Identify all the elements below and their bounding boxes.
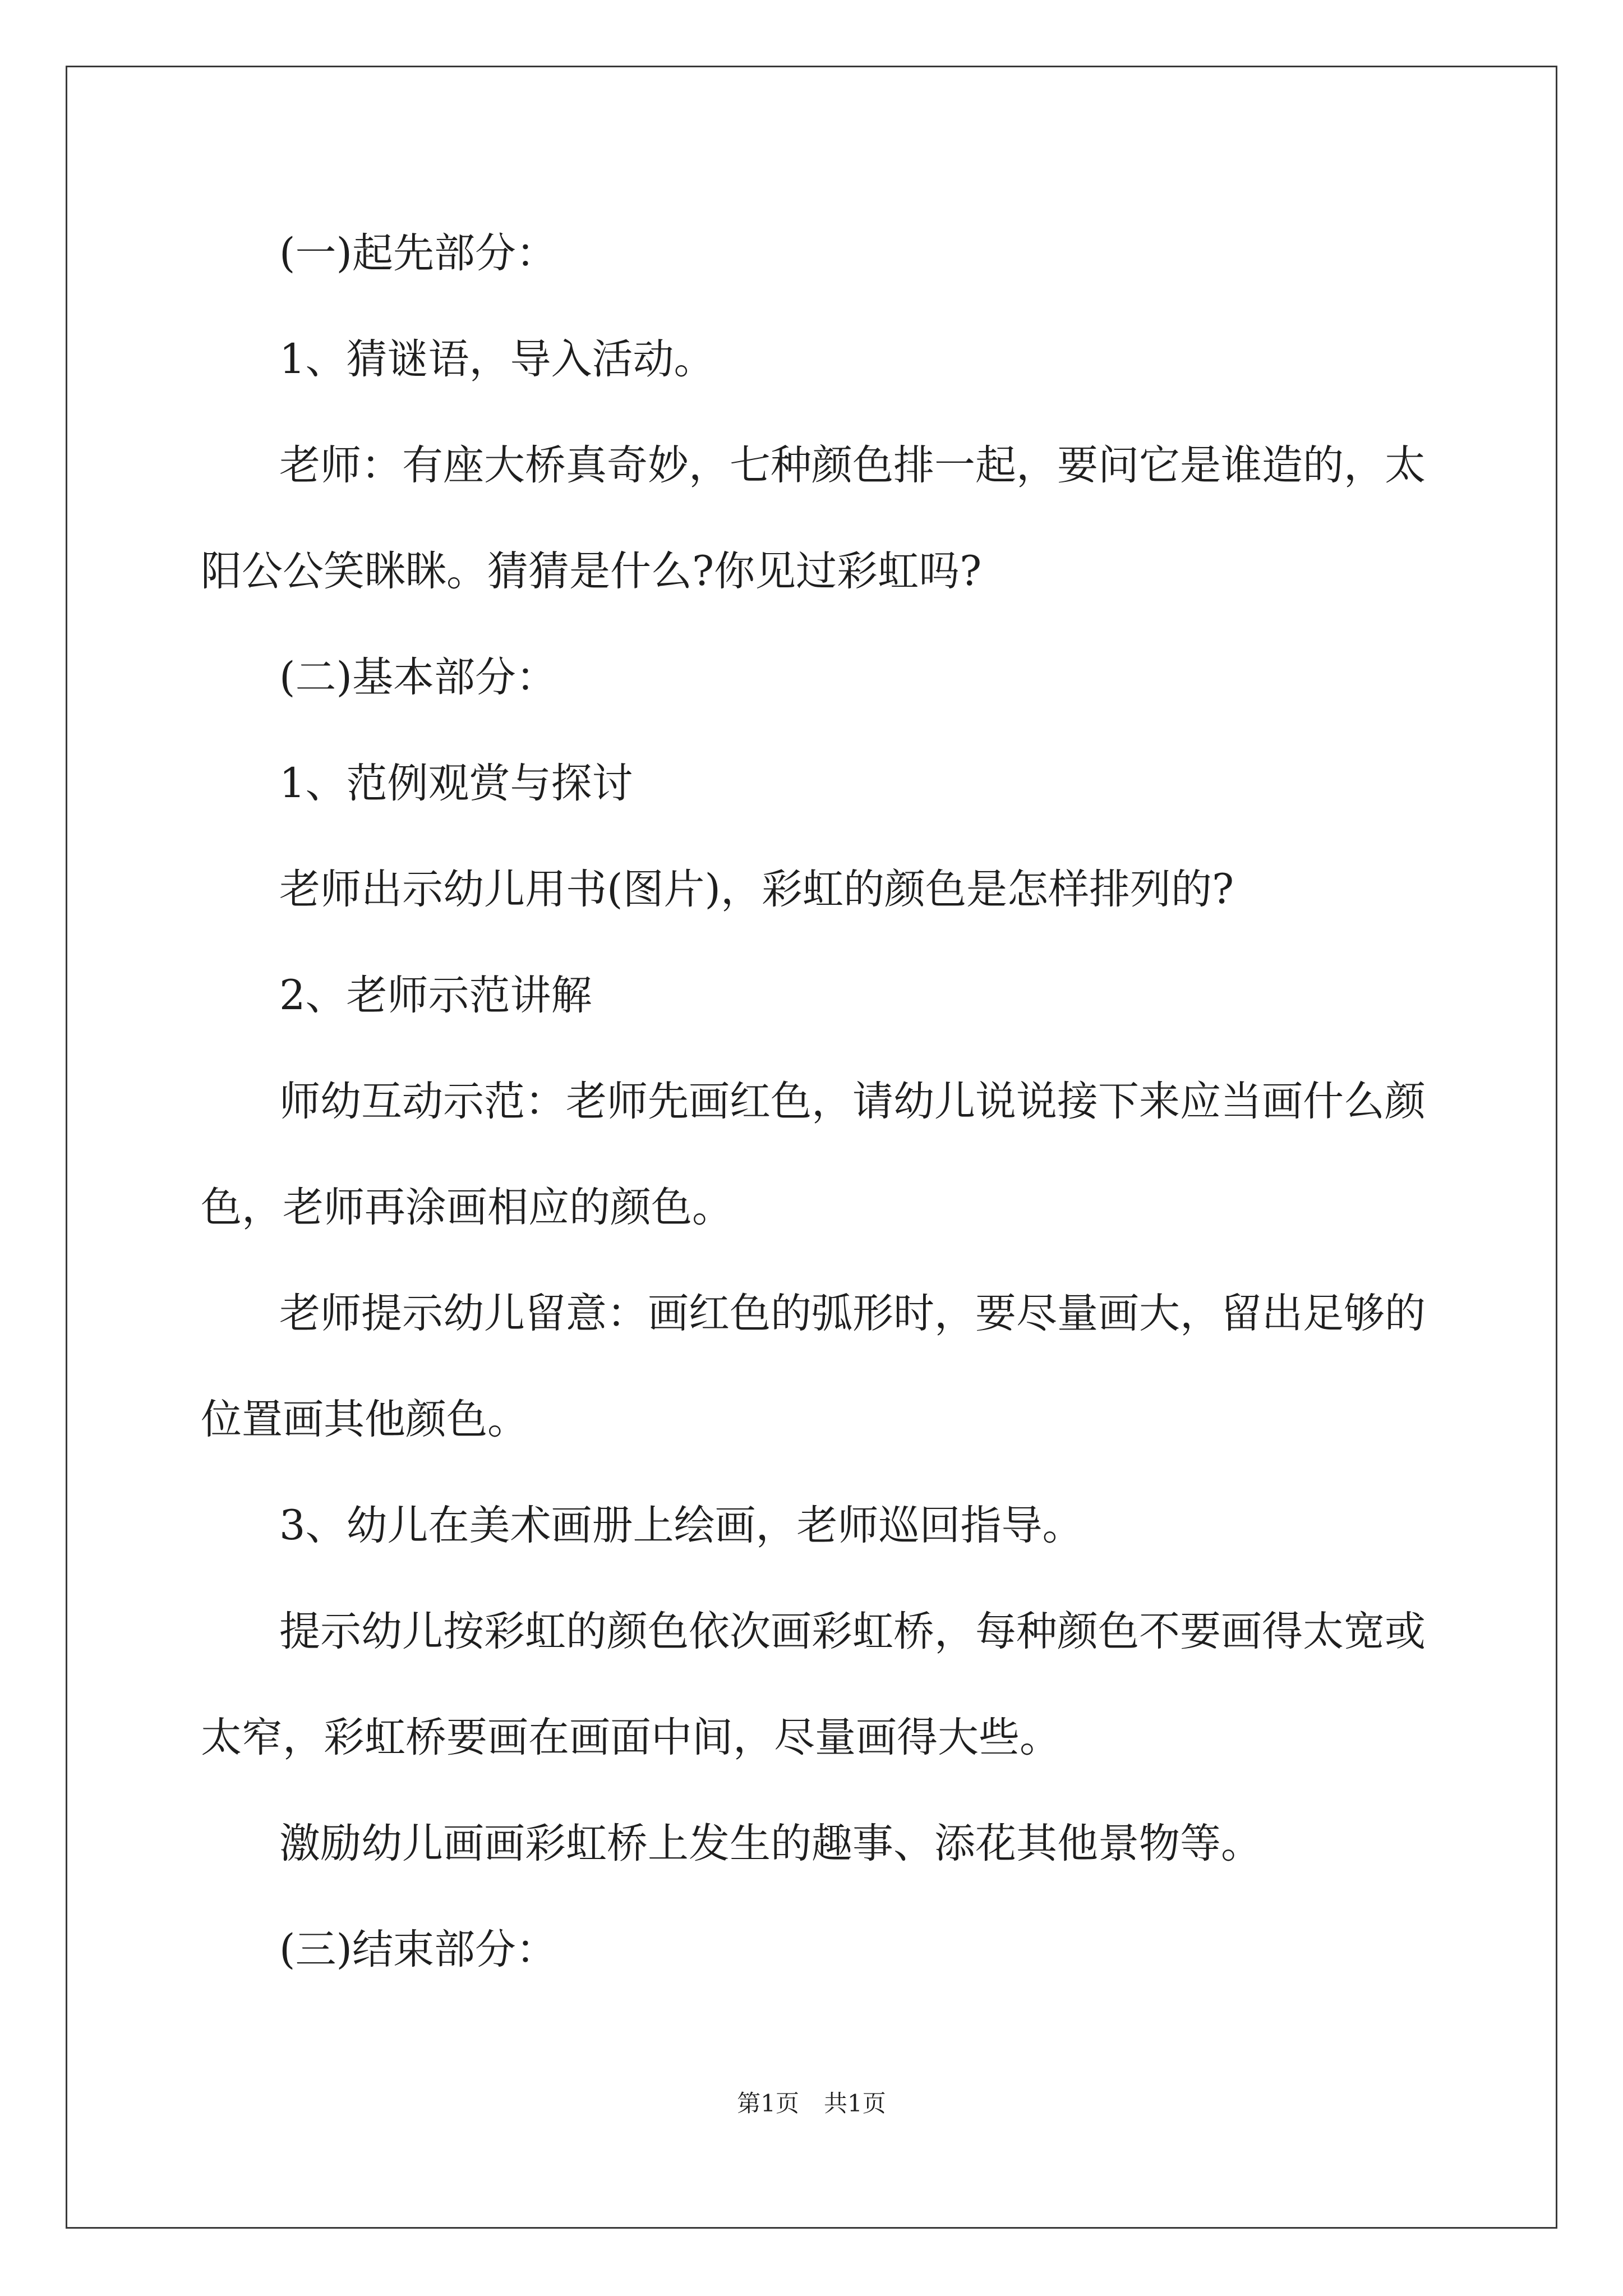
paragraph <box>201 730 1491 836</box>
paragraph-section-heading <box>201 200 1491 306</box>
paragraph-section-heading <box>201 1897 1491 2003</box>
footer-page-number: 第1页 <box>737 2090 799 2117</box>
paragraph-line: (三)结束部分： <box>279 1926 557 1973</box>
paragraph-line: 老师：有座大桥真奇妙，七种颜色排一起，要问它是谁造的，太 <box>279 441 1426 489</box>
paragraph-line: 位置画其他颜色。 <box>201 1396 528 1443</box>
paragraph <box>201 306 1491 412</box>
paragraph <box>201 1048 1491 1260</box>
paragraph-line: 阳公公笑眯眯。猜猜是什么?你见过彩虹吗? <box>201 547 982 595</box>
paragraph <box>201 1791 1491 1897</box>
paragraph-line: 激励幼儿画画彩虹桥上发生的趣事、添花其他景物等。 <box>279 1820 1262 1867</box>
paragraph-line: 老师提示幼儿留意：画红色的弧形时，要尽量画大，留出足够的 <box>279 1290 1426 1337</box>
paragraph <box>201 942 1491 1048</box>
paragraph-section-heading <box>201 624 1491 730</box>
paragraph-line: (二)基本部分： <box>279 654 557 701</box>
paragraph-line: 色，老师再涂画相应的颜色。 <box>201 1184 733 1231</box>
paragraph <box>201 1579 1491 1791</box>
paragraph-line: 师幼互动示范：老师先画红色，请幼儿说说接下来应当画什么颜 <box>279 1078 1426 1125</box>
paragraph-line: (一)起先部分： <box>279 229 557 277</box>
page-footer <box>0 2088 1623 2119</box>
paragraph-line: 3、幼儿在美术画册上绘画，老师巡回指导。 <box>279 1502 1083 1549</box>
paragraph <box>201 1473 1491 1579</box>
footer-total-pages: 共1页 <box>824 2090 886 2117</box>
paragraph-line: 提示幼儿按彩虹的颜色依次画彩虹桥，每种颜色不要画得太宽或 <box>279 1608 1426 1655</box>
paragraph-line: 1、范例观赏与探讨 <box>279 760 633 807</box>
document-body <box>201 200 1491 2003</box>
paragraph <box>201 1260 1491 1473</box>
paragraph-line: 老师出示幼儿用书(图片)，彩虹的颜色是怎样排列的? <box>279 866 1234 913</box>
paragraph-line: 2、老师示范讲解 <box>279 972 592 1019</box>
paragraph-line: 太窄，彩虹桥要画在画面中间，尽量画得大些。 <box>201 1714 1061 1761</box>
paragraph <box>201 412 1491 624</box>
paragraph <box>201 836 1491 942</box>
paragraph-line: 1、猜谜语，导入活动。 <box>279 335 715 383</box>
